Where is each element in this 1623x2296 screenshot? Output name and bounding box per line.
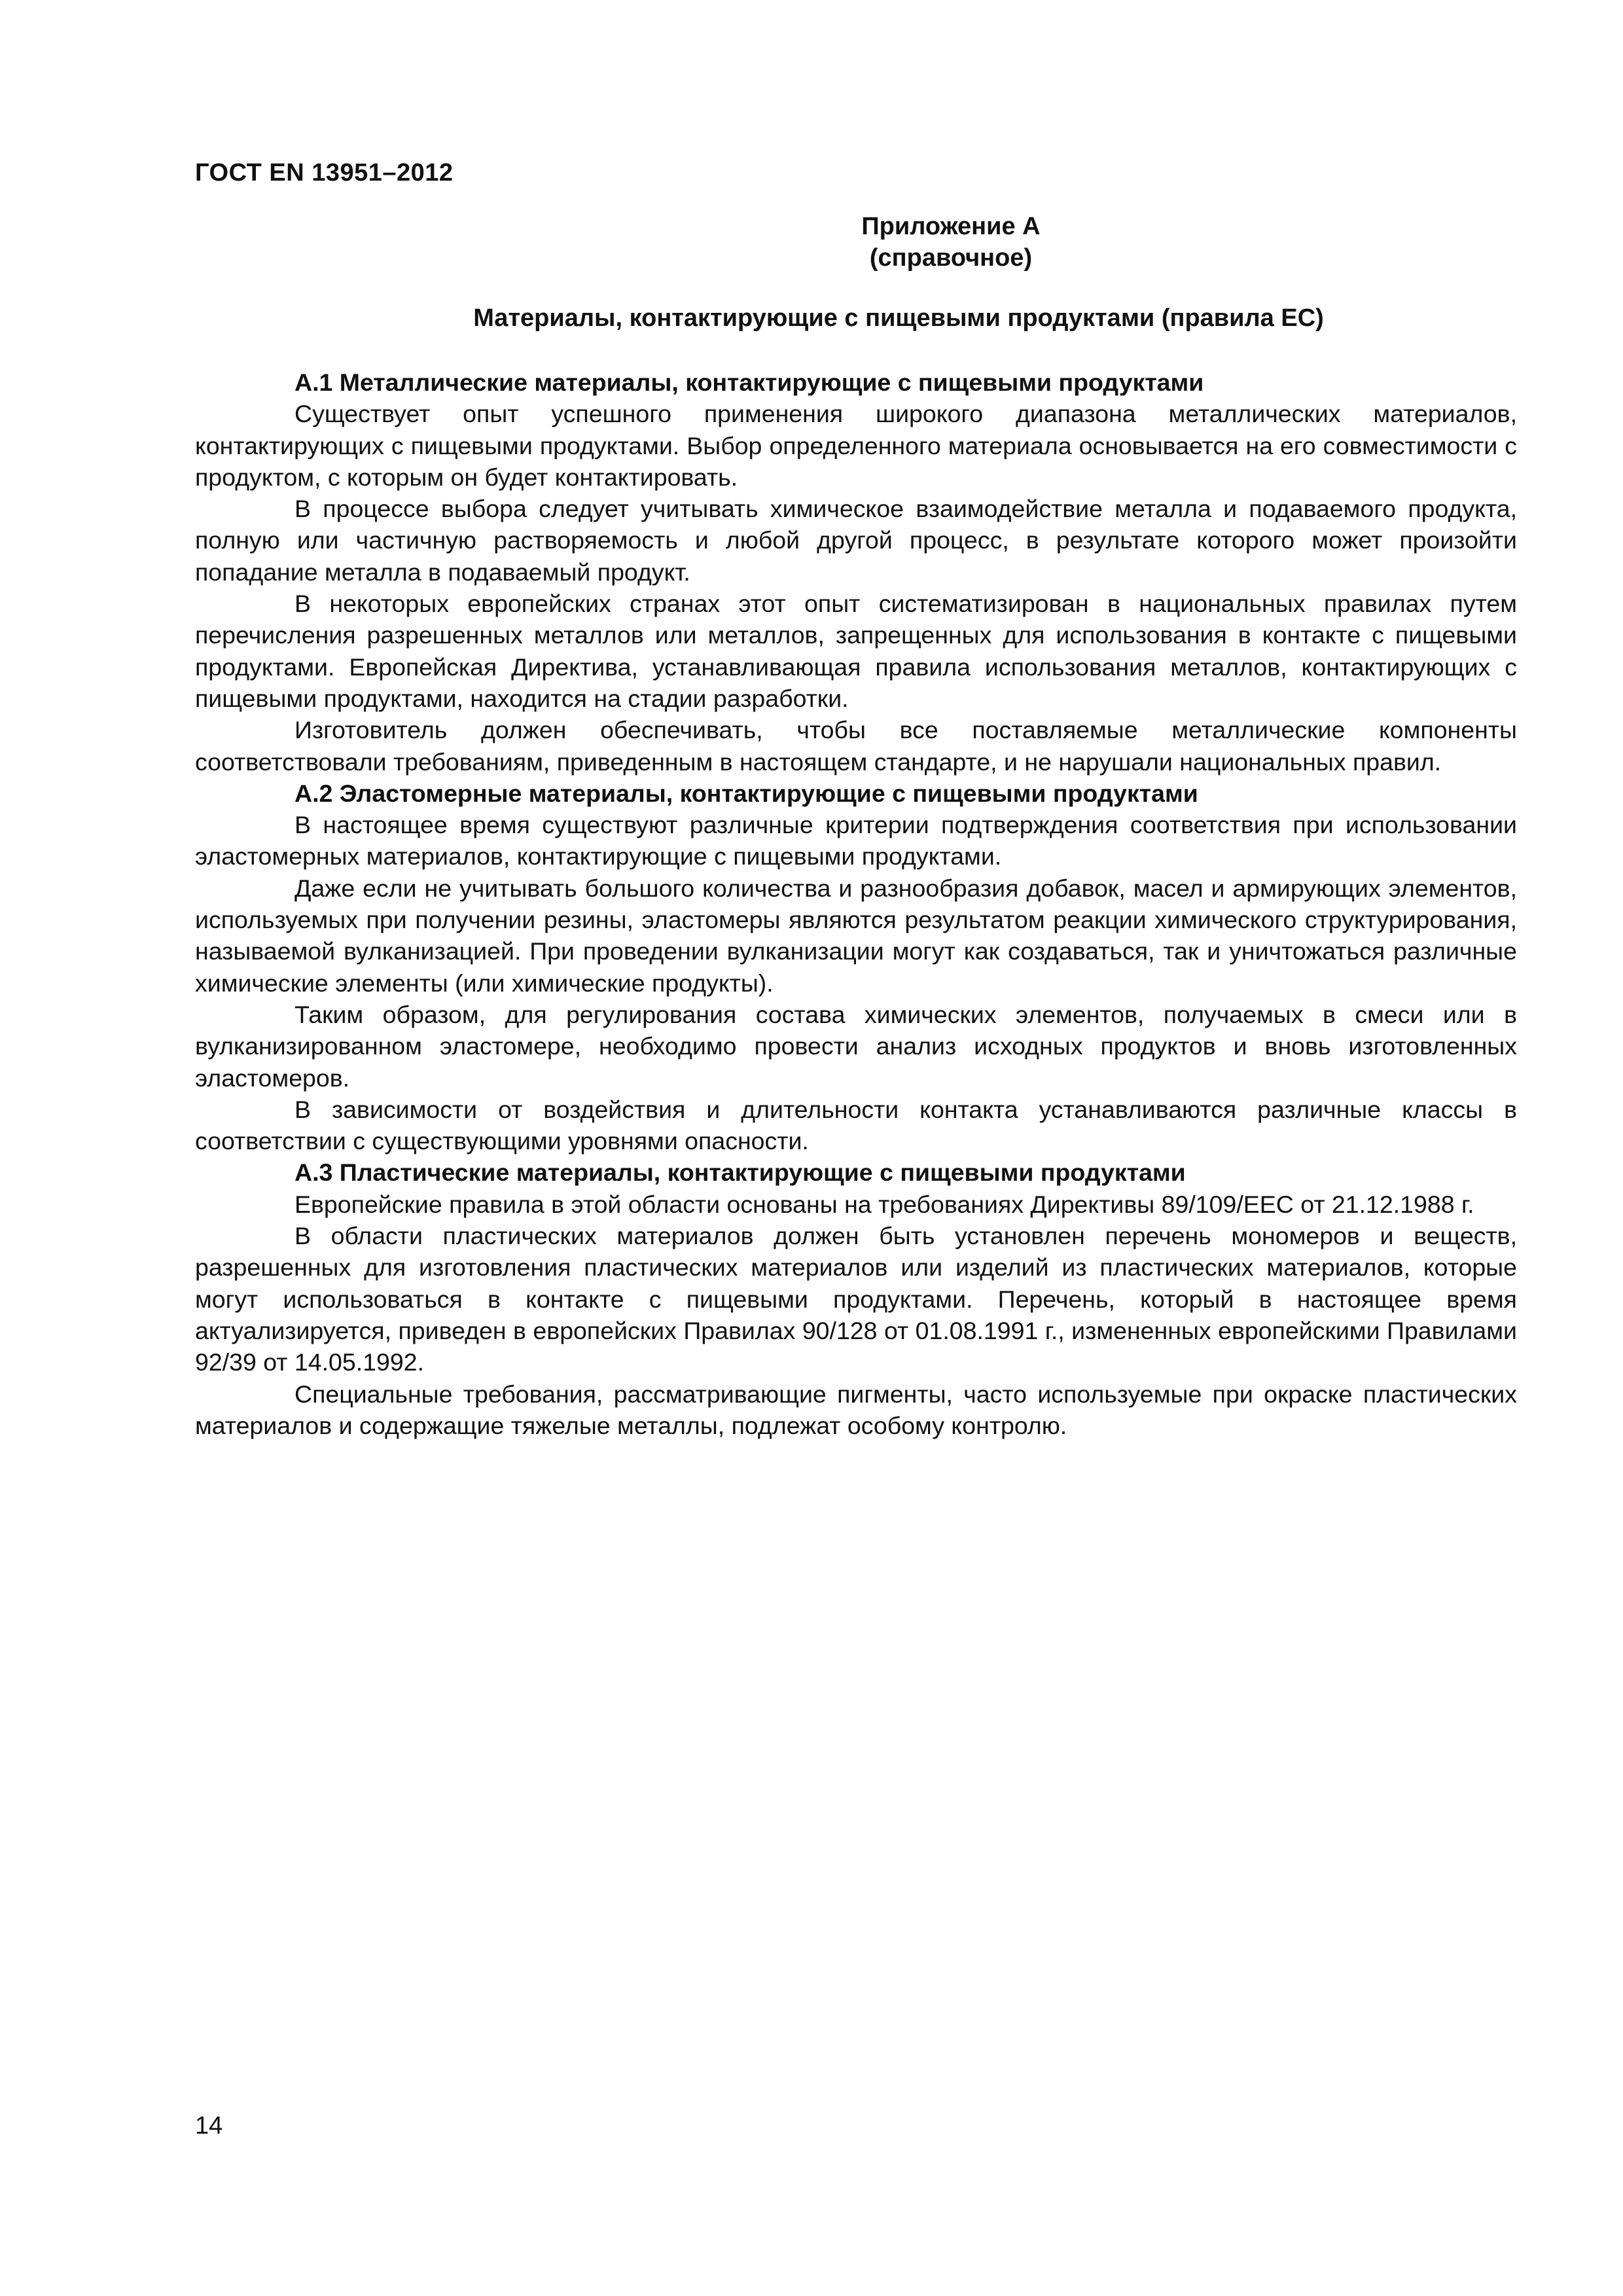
paragraph: Европейские правила в этой области основаны на требованиях Директивы 89/109/ЕЕС от 21.12.1988 г.	[294, 1190, 1474, 1218]
document-body	[195, 367, 1517, 1441]
annex-header	[195, 211, 1517, 274]
paragraph: Существует опыт успешного применения широкого диапазона металлических материалов, контактирующих с пищевыми продуктами. Выбор определенного материала основывается на его совместимости с продуктом, с которым он будет контактировать.	[195, 400, 1517, 491]
section-heading-a3: А.3 Пластические материалы, контактирующие с пищевыми продуктами	[294, 1158, 1186, 1187]
annex-label: Приложение А	[861, 213, 1041, 240]
annex-type: (справочное)	[869, 244, 1033, 272]
paragraph: Даже если не учитывать большого количества и разнообразия добавок, масел и армирующих элементов, используемых при получении резины, эластомеры являются результатом реакции химического структурирования, называемой вулканизацией. При проведении вулканизации могут как создаваться, так и уничтожаться различные химические элементы (или химические продукты).	[195, 874, 1517, 997]
paragraph: В некоторых европейских странах этот опыт систематизирован в национальных правилах путем перечисления разрешенных металлов или металлов, запрещенных для использования в контакте с пищевыми продуктами. Европейская Директива, устанавливающая правила использования металлов, контактирующих с пищевыми продуктами, находится на стадии разработки.	[195, 590, 1517, 712]
paragraph: В зависимости от воздействия и длительности контакта устанавливаются различные классы в соответствии с существующими уровнями опасности.	[195, 1095, 1517, 1155]
paragraph: В процессе выбора следует учитывать химическое взаимодействие металла и подаваемого продукта, полную или частичную растворяемость и любой другой процесс, в результате которого может произойти попадание металла в подаваемый продукт.	[195, 495, 1517, 586]
document-code: ГОСТ EN 13951–2012	[195, 159, 454, 187]
paragraph: В области пластических материалов должен быть установлен перечень мономеров и веществ, разрешенных для изготовления пластических материалов или изделий из пластических материалов, которые могут использоваться в контакте с пищевыми продуктами. Перечень, который в настоящее время актуализируется, приведен в европейских Правилах 90/128 от 01.08.1991 г., измененных европейскими Правилами 92/39 от 14.05.1992.	[195, 1222, 1517, 1376]
section-heading-a1: А.1 Металлические материалы, контактирующие с пищевыми продуктами	[294, 368, 1204, 396]
paragraph: Изготовитель должен обеспечивать, чтобы все поставляемые металлические компоненты соответствовали требованиям, приведенным в настоящем стандарте, и не нарушали национальных правил.	[195, 716, 1517, 776]
paragraph: В настоящее время существуют различные критерии подтверждения соответствия при использовании эластомерных материалов, контактирующие с пищевыми продуктами.	[195, 811, 1517, 870]
annex-title: Материалы, контактирующие с пищевыми продуктами (правила ЕС)	[473, 304, 1324, 332]
section-heading-a2: А.2 Эластомерные материалы, контактирующие с пищевыми продуктами	[294, 779, 1198, 807]
page-number: 14	[195, 2112, 223, 2140]
paragraph: Специальные требования, рассматривающие пигменты, часто используемые при окраске пластических материалов и содержащие тяжелые металлы, подлежат особому контролю.	[195, 1380, 1517, 1439]
paragraph: Таким образом, для регулирования состава химических элементов, получаемых в смеси или в вулканизированном эластомере, необходимо провести анализ исходных продуктов и вновь изготовленных эластомеров.	[195, 1000, 1517, 1092]
